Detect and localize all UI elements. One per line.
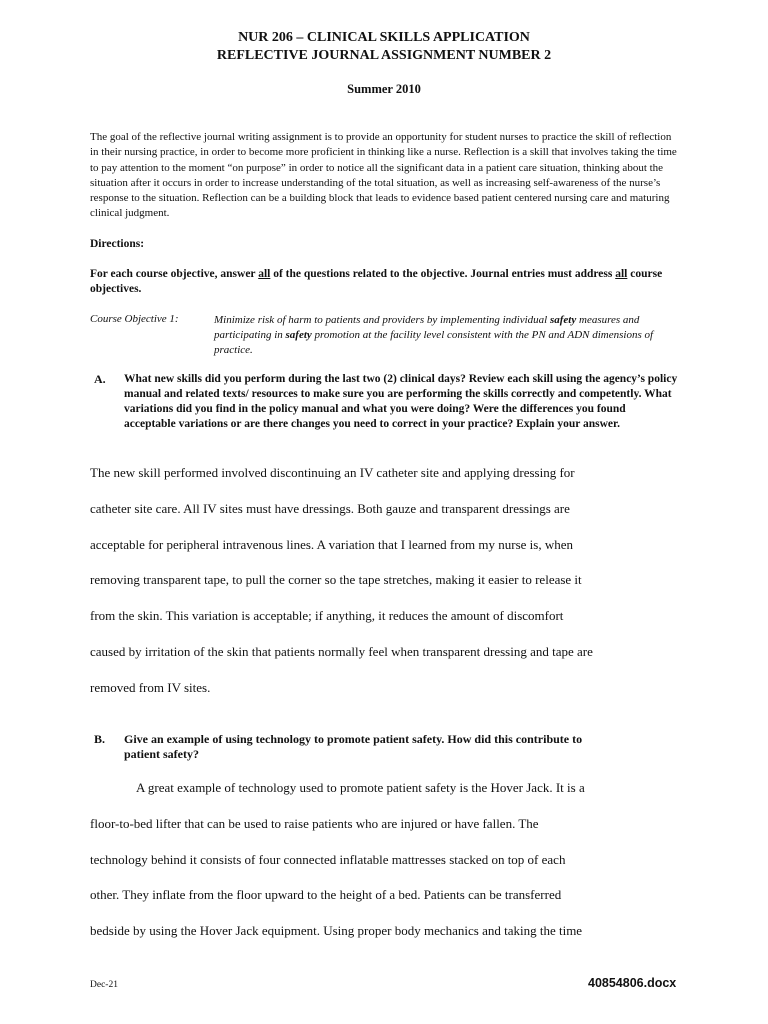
answer-line: removing transparent tape, to pull the corner so the tape stretches, making it easier to release it	[90, 572, 582, 588]
answer-line: catheter site care. All IV sites must have dressings. Both gauze and transparent dressings are	[90, 500, 570, 516]
answer-line: floor-to-bed lifter that can be used to raise patients who are injured or have fallen. The	[90, 815, 539, 831]
objective-text-1: Minimize risk of harm to patients and providers by implementing individual	[214, 314, 550, 326]
question-b-line-1: Give an example of using technology to promote patient safety. How did this contribute to	[124, 732, 583, 746]
course-title: NUR 206 – CLINICAL SKILLS APPLICATION	[238, 30, 530, 45]
directions-all-2: all	[615, 268, 628, 280]
answer-line: acceptable for peripheral intravenous lines. A variation that I learned from my nurse is, when	[90, 536, 573, 552]
footer-date: Dec-21	[90, 980, 118, 990]
term-label: Summer 2010	[347, 82, 421, 96]
objective-text	[214, 313, 674, 358]
question-b-text	[124, 732, 684, 762]
objective-text-3: promotion at the facility level consistent with the PN and ADN dimensions of practice.	[214, 329, 654, 356]
answer-line: removed from IV sites.	[90, 679, 211, 695]
directions-part1: For each course objective, answer	[90, 268, 259, 280]
directions-all-1: all	[258, 268, 271, 280]
question-a-label: A.	[94, 372, 106, 386]
objective-safety-2: safety	[285, 329, 312, 341]
footer-filename: 40854806.docx	[588, 976, 677, 990]
question-b-label: B.	[94, 732, 106, 746]
directions-part3: course objectives.	[90, 268, 663, 295]
directions-text	[90, 267, 680, 297]
objective-text-2: measures and participating in	[214, 314, 640, 341]
answer-line: technology behind it consists of four connected inflatable mattresses stacked on top of each	[90, 851, 566, 867]
assignment-title: REFLECTIVE JOURNAL ASSIGNMENT NUMBER 2	[216, 48, 552, 63]
objective-label: Course Objective 1:	[90, 313, 179, 325]
answer-line: caused by irritation of the skin that patients normally feel when transparent dressing and tape are	[90, 644, 593, 659]
question-b-line-2: patient safety?	[124, 747, 199, 761]
answer-line: from the skin. This variation is acceptable; if anything, it reduces the amount of discomfort	[90, 608, 564, 624]
question-a-text: What new skills did you perform during the last two (2) clinical days? Review each skill using the agency’s policy manual and related texts/ resources to make sure you are performing the skills correctly and competently. What variations did you find in the policy manual and what you were doing? Were the differences you found acceptable variations or are there changes you need to correct in your practice? Explain your answer.	[124, 373, 678, 430]
answer-line: The new skill performed involved discontinuing an IV catheter site and applying dressing for	[90, 465, 575, 480]
intro-paragraph: The goal of the reflective journal writing assignment is to provide an opportunity for student nurses to practice the skill of reflection in their nursing practice, in order to become more proficient in thinking like a nurse. Reflection is a skill that involves taking the time to pay attention to the moment “on purpose” in order to notice all the significant data in a patient care situation, thinking about the situation after it occurs in order to increase understanding of the total situation, as well as increasing self-awareness of the nurse’s response to the situation. Reflection can be a building block that leads to evidence based patient centered nursing care and maturing clinical judgment.	[90, 131, 677, 220]
directions-heading: Directions:	[90, 238, 145, 250]
objective-safety-1: safety	[549, 314, 577, 326]
answer-line: A great example of technology used to promote patient safety is the Hover Jack. It is a	[136, 780, 585, 795]
directions-part2: of the questions related to the objective. Journal entries must address	[270, 268, 616, 280]
answer-line: other. They inflate from the floor upward to the height of a bed. Patients can be transferred	[90, 887, 562, 903]
answer-line: bedside by using the Hover Jack equipment. Using proper body mechanics and taking the time	[90, 923, 583, 939]
